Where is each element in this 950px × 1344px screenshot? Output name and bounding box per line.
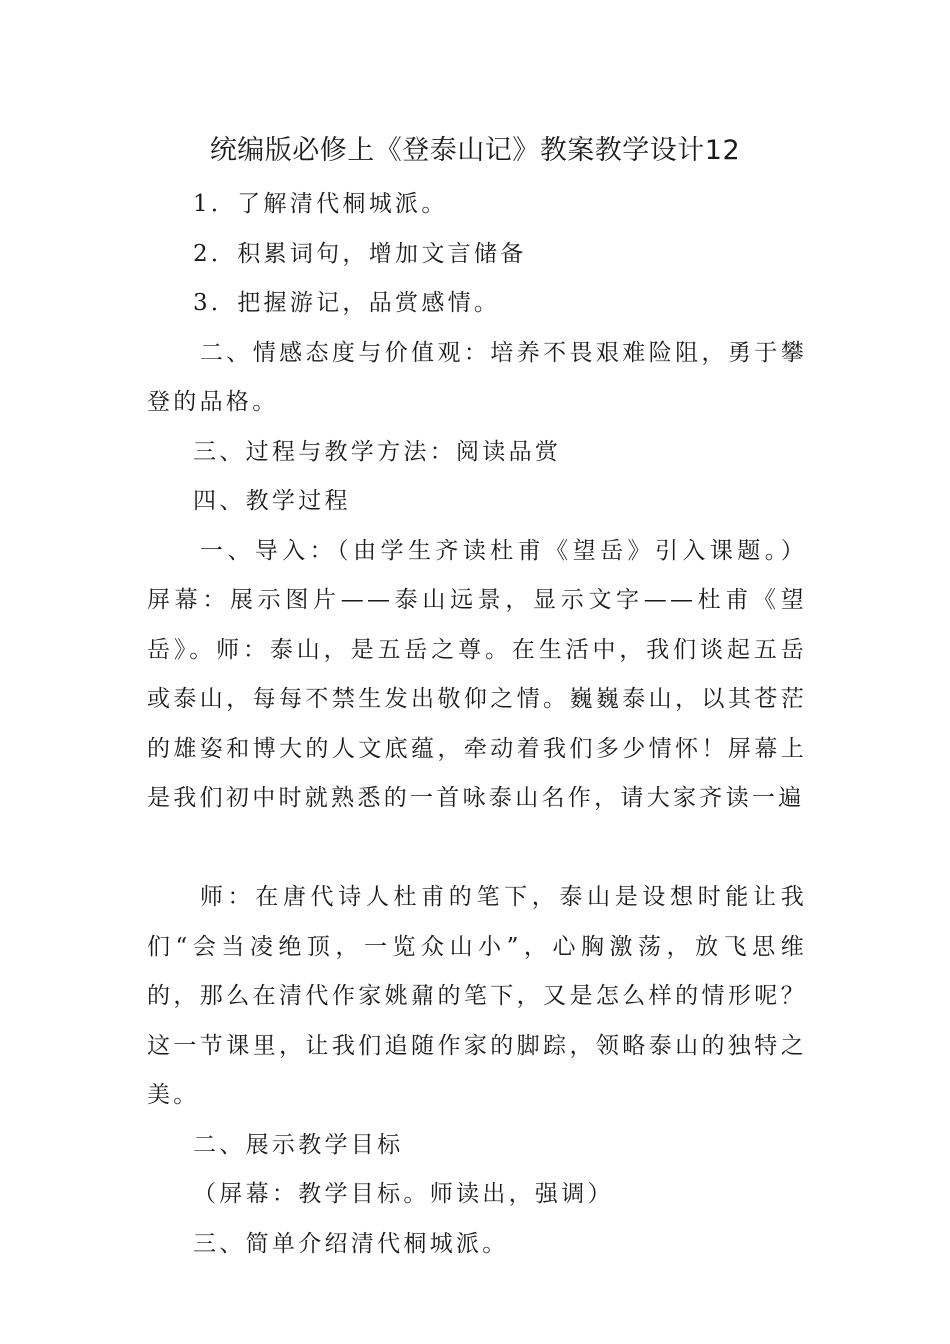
paragraph-objective-1: 1．了解清代桐城派。 (193, 191, 448, 217)
paragraph-process-method: 三、过程与教学方法：阅读品赏 (193, 438, 562, 465)
paragraph-show-objectives: 二、展示教学目标 (193, 1131, 404, 1158)
document-title: 统编版必修上《登泰山记》教案教学设计12 (209, 135, 741, 166)
paragraph-teacher-remarks: 师：在唐代诗人杜甫的笔下，泰山是设想时能让我们“会当凌绝顶，一览众山小”，心胸激荡，放飞思维的，那么在清代作家姚鼐的笔下，又是怎么样的情形呢？这一节课里，让我们追随作家的脚踪，领略泰山的独特之美。 (147, 884, 807, 1108)
paragraph-objective-2: 2．积累词句，增加文言储备 (193, 240, 527, 267)
paragraph-screen-note: （屏幕：教学目标。师读出，强调） (193, 1181, 614, 1207)
paragraph-tongcheng-school: 三、简单介绍清代桐城派。 (193, 1230, 509, 1257)
paragraph-teaching-process: 四、教学过程 (193, 488, 351, 514)
paragraph-introduction: 一、导入：（由学生齐读杜甫《望岳》引入课题。）屏幕：展示图片——泰山远景，显示文字——杜甫《望岳》。师：泰山，是五岳之尊。在生活中，我们谈起五岳或泰山，每每不禁生发出敬仰之情。巍巍泰山，以其苍茫的雄姿和博大的人文底蕴，牵动着我们多少情怀！屏幕上是我们初中时就熟悉的一首咏泰山名作，请大家齐读一遍 (147, 537, 807, 811)
paragraph-objective-3: 3．把握游记，品赏感情。 (193, 290, 501, 316)
document-body (147, 180, 807, 1269)
paragraph-emotion-values: 二、情感态度与价值观：培养不畏艰难险阻，勇于攀登的品格。 (147, 339, 807, 415)
